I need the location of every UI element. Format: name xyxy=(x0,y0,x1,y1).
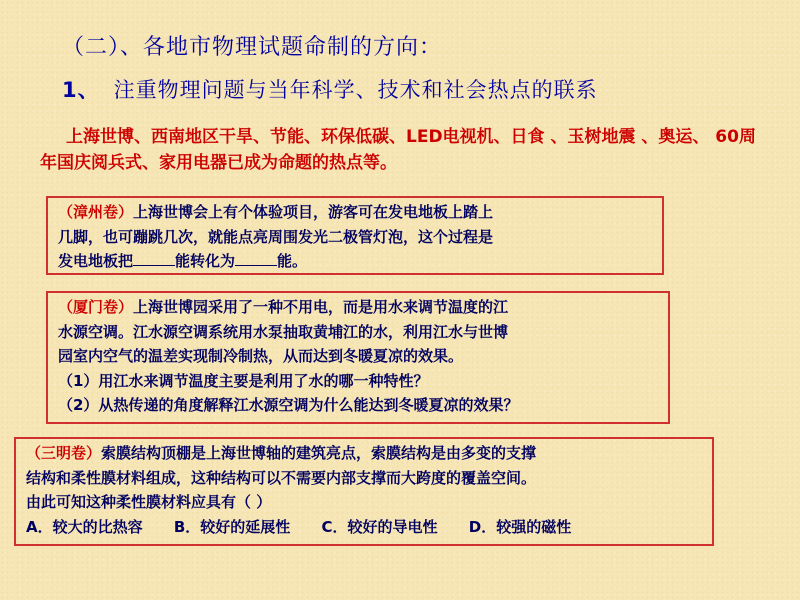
answer-blank xyxy=(235,251,277,266)
question-text: 能。 xyxy=(277,252,308,270)
answer-options xyxy=(26,515,704,540)
option-c: C．较好的导电性 xyxy=(321,517,438,536)
question-line xyxy=(58,249,654,274)
question-text: 发电地板把 xyxy=(58,252,134,270)
question-text: 索膜结构顶棚是上海世博轴的建筑亮点，索膜结构是由多变的支撑 xyxy=(101,444,537,462)
question-text: 上海世博会上有个体验项目，游客可在发电地板上踏上 xyxy=(133,203,494,221)
question-line: 水源空调。江水源空调系统用水泵抽取黄埔江的水，利用江水与世博 xyxy=(58,322,509,341)
question-text: 能转化为 xyxy=(175,252,236,270)
question-box-zhangzhou xyxy=(46,196,664,275)
question-text: 上海世博园采用了一种不用电，而是用水来调节温度的江 xyxy=(133,298,509,316)
question-box-xiamen xyxy=(46,291,670,424)
option-a: A．较大的比热容 xyxy=(26,517,143,536)
answer-blank xyxy=(133,251,175,266)
question-line: 几脚，也可蹦跳几次，就能点亮周围发光二极管灯泡，这个过程是 xyxy=(58,227,494,246)
option-d: D．较强的磁性 xyxy=(468,517,572,536)
question-tag: （漳州卷） xyxy=(58,203,134,221)
question-line xyxy=(26,441,704,466)
section-heading: （二）、各地市物理试题命制的方向： xyxy=(62,35,443,60)
question-tag: （厦门卷） xyxy=(58,298,134,316)
question-line: 结构和柔性膜材料组成，这种结构可以不需要内部支撑而大跨度的覆盖空间。 xyxy=(26,468,537,487)
sub-question-2: （2）从热传递的角度解释江水源空调为什么能达到冬暖夏凉的效果？ xyxy=(58,396,519,414)
question-box-sanming xyxy=(14,437,714,546)
question-line: 园室内空气的温差实现制冷制热，从而达到冬暖夏凉的效果。 xyxy=(58,347,464,365)
option-b: B．较好的延展性 xyxy=(173,517,291,536)
point-text: 注重物理问题与当年科学、技术和社会热点的联系 xyxy=(113,78,598,102)
hotspots-paragraph: 上海世博、西南地区干旱、节能、环保低碳、LED电视机、日食 、玉树地震 、奥运、 60周年国庆阅兵式、家用电器已成为命题的热点等。 xyxy=(40,127,756,173)
sub-question-1: （1）用江水来调节温度主要是利用了水的哪一种特性？ xyxy=(58,371,429,390)
question-line xyxy=(58,295,660,320)
question-line xyxy=(58,200,654,225)
point-number: 1、 xyxy=(62,78,100,102)
question-tag: （三明卷） xyxy=(26,444,102,462)
question-line: 由此可知这种柔性膜材料应具有（ ） xyxy=(26,493,272,511)
point-heading xyxy=(62,74,598,104)
